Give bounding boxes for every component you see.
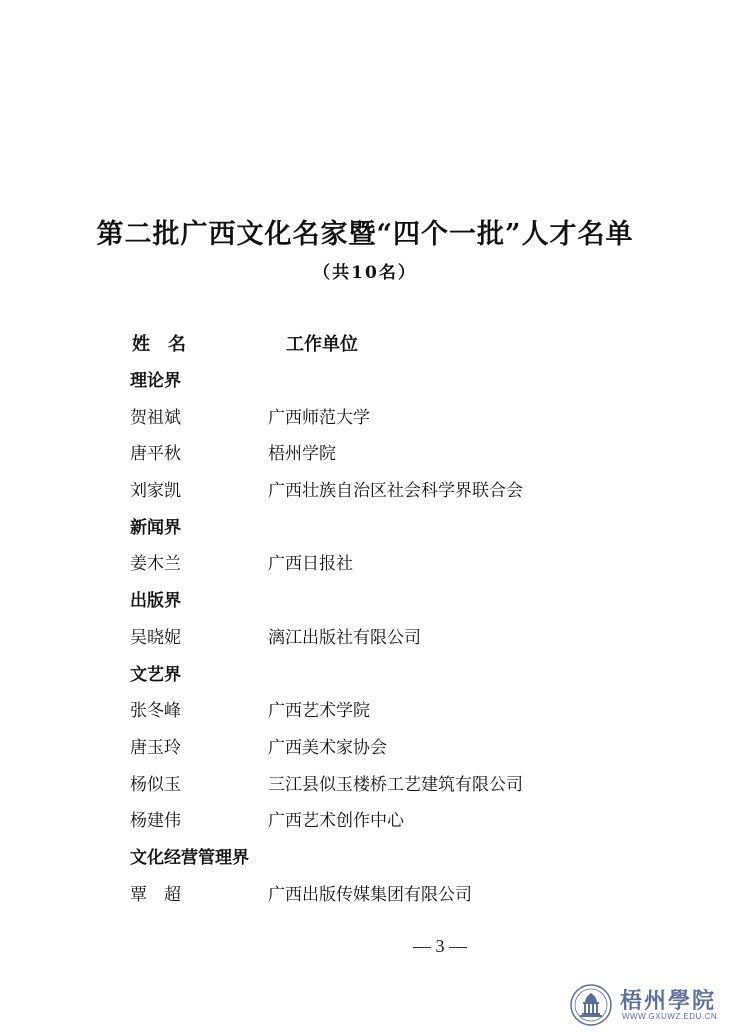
watermark-title: 梧州學院 (620, 988, 717, 1014)
person-unit: 广西艺术创作中心 (268, 811, 404, 832)
person-unit: 广西出版传媒集团有限公司 (268, 884, 472, 905)
person-name: 贺祖斌 (130, 407, 181, 428)
person-name: 刘家凯 (130, 481, 181, 502)
category-label: 出版界 (130, 591, 181, 612)
person-name: 吴晓妮 (130, 627, 181, 648)
person-name: 杨似玉 (130, 774, 181, 795)
person-name: 覃 超 (130, 884, 181, 905)
category-label: 理论界 (130, 371, 181, 391)
university-seal-icon (570, 984, 612, 1026)
page-number: — 3 — (413, 936, 467, 956)
watermark-logo (570, 982, 726, 1028)
person-unit: 漓江出版社有限公司 (268, 627, 421, 648)
person-unit: 广西日报社 (268, 554, 353, 575)
person-name: 张冬峰 (130, 701, 181, 722)
person-name: 杨建伟 (130, 811, 181, 832)
person-name: 姜木兰 (130, 554, 181, 575)
category-label: 文艺界 (130, 664, 181, 685)
document-subtitle: （共10名） (313, 263, 417, 283)
category-label: 新闻界 (130, 517, 181, 538)
person-unit: 三江县似玉楼桥工艺建筑有限公司 (268, 774, 523, 795)
person-name: 唐平秋 (130, 444, 181, 465)
category-label: 文化经营管理界 (130, 847, 249, 868)
person-unit: 梧州学院 (268, 444, 336, 465)
person-name: 唐玉玲 (130, 737, 181, 758)
person-unit: 广西师范大学 (268, 407, 370, 428)
person-unit: 广西美术家协会 (268, 737, 387, 758)
document-title: 第二批广西文化名家暨“四个一批”人才名单 (96, 219, 634, 250)
header-name-label: 姓 名 (132, 334, 186, 355)
header-unit-label: 工作单位 (286, 334, 358, 355)
person-unit: 广西壮族自治区社会科学界联合会 (268, 481, 523, 502)
watermark-url: WWW.GXUWZ.EDU.CN (622, 1012, 718, 1021)
person-unit: 广西艺术学院 (268, 701, 370, 722)
